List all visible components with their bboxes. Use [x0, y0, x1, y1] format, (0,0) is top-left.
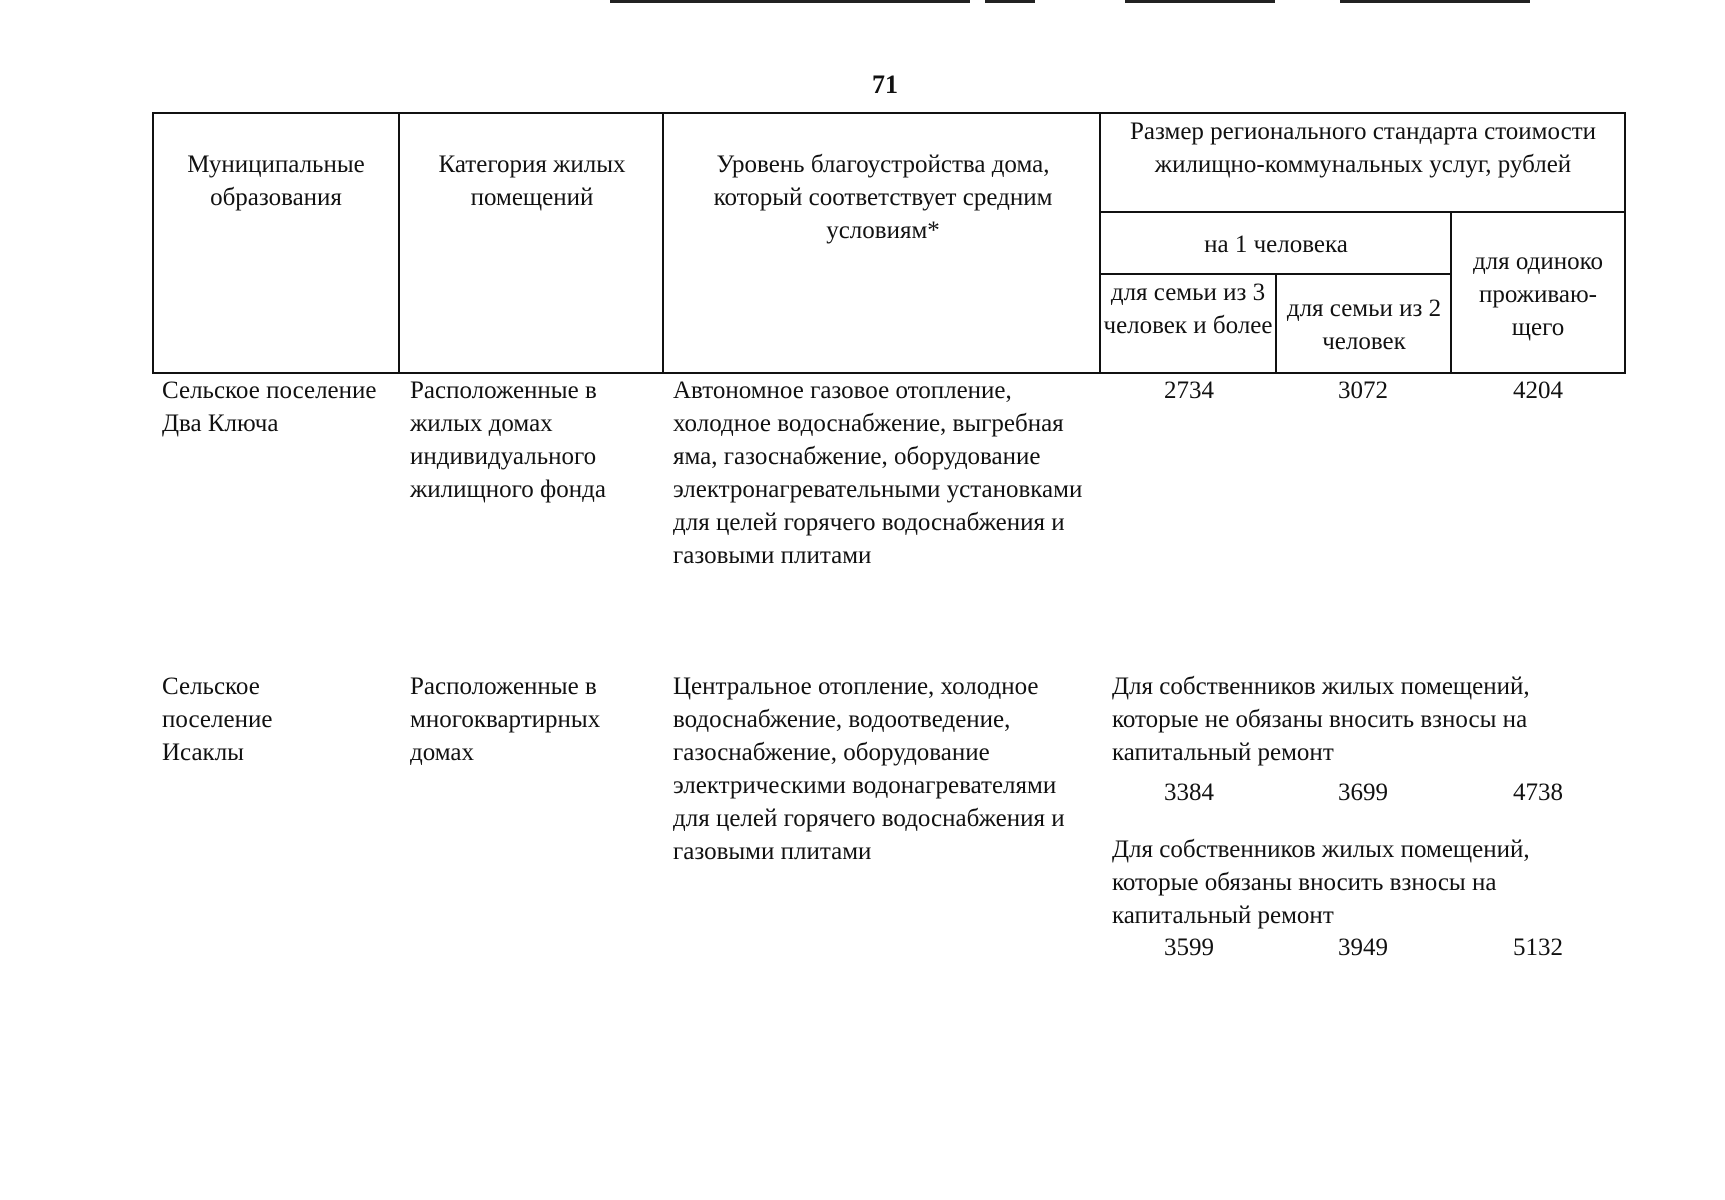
row2-group2-value-family3: 3599	[1164, 934, 1214, 961]
row2-group1-value-family3: 3384	[1164, 779, 1214, 806]
row2-group2-value-single: 5132	[1513, 934, 1563, 961]
header-standard: Размер регионального стандарта стоимости жилищно-коммунальных услуг, рублей	[1129, 118, 1597, 178]
scan-edge-mark	[610, 0, 970, 3]
header-family2: для семьи из 2 человек	[1286, 295, 1442, 355]
scan-edge-mark	[1125, 0, 1275, 3]
header-level: Уровень благоустройства дома, который соответствует средним условиям*	[713, 151, 1053, 244]
row2-group2-value-family2: 3949	[1338, 934, 1388, 961]
row2-group2-label: Для собственников жилых помещений, которые обязаны вносить взносы на капитальный ремонт	[1112, 836, 1530, 929]
row1-value-family2: 3072	[1338, 377, 1388, 404]
scan-edge-mark	[1340, 0, 1530, 3]
scan-edge-mark	[985, 0, 1035, 3]
header-per-person: на 1 человека	[1204, 231, 1348, 258]
row1-level: Автономное газовое отопление, холодное водоснабжение, выгребная яма, газоснабжение, оборудование электронагревательными установками для целей горячего водоснабжения и газовыми плитами	[673, 377, 1083, 569]
row1-category: Расположенные в жилых домах индивидуального жилищного фонда	[410, 377, 606, 503]
row2-group1-value-single: 4738	[1513, 779, 1563, 806]
row1-value-family3: 2734	[1164, 377, 1214, 404]
row2-group1-label: Для собственников жилых помещений, которые не обязаны вносить взносы на капитальный ремонт	[1112, 673, 1530, 766]
page-number: 71	[872, 70, 898, 99]
row1-value-single: 4204	[1513, 377, 1563, 404]
row1-municipal: Сельское поселение Два Ключа	[162, 377, 377, 437]
header-category: Категория жилых помещений	[438, 151, 626, 211]
row2-level: Центральное отопление, холодное водоснабжение, водоотведение, газоснабжение, оборудование электрическими водонагревателями для целей горячего водоснабжения и газовыми плитами	[673, 673, 1065, 865]
row2-group1-value-family2: 3699	[1338, 779, 1388, 806]
header-family3: для семьи из 3 человек и более	[1103, 279, 1273, 339]
row2-category: Расположенные в многоквартирных домах	[410, 673, 601, 766]
header-single: для одиноко проживаю-щего	[1472, 248, 1604, 341]
header-municipal: Муниципальные образования	[187, 151, 365, 211]
row2-municipal: Сельское поселение Исаклы	[162, 673, 273, 766]
